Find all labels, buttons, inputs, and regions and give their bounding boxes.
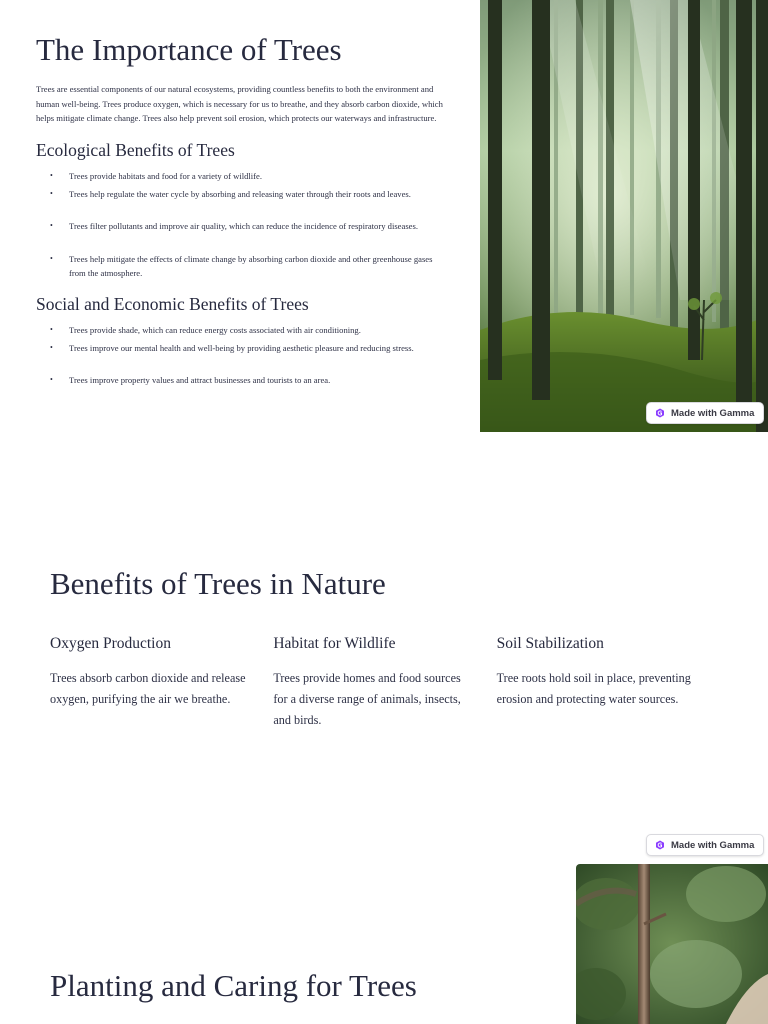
badge-label: Made with Gamma xyxy=(671,839,755,851)
list-item: • Trees improve our mental health and well-being by providing aesthetic pleasure and reducing stress. xyxy=(36,341,444,356)
list-item: • Trees provide habitats and food for a variety of wildlife. xyxy=(36,169,444,184)
gamma-logo-icon xyxy=(655,840,665,850)
slide-planting-and-caring xyxy=(0,864,768,1024)
benefit-column-habitat xyxy=(273,634,496,731)
slide1-text-block xyxy=(36,32,444,400)
slide1-intro-paragraph: Trees are essential components of our natural ecosystems, providing countless benefits to both the environment and human well-being. Trees produce oxygen, which is necessary for us to breathe, and they absorb carbon dioxide, which helps mitigate climate change. Trees also help prevent soil erosion, which protects our waterways and infrastructure. xyxy=(36,84,443,123)
slide3-title: Planting and Caring for Trees xyxy=(50,968,417,1003)
benefit-text: Trees absorb carbon dioxide and release oxygen, purifying the air we breathe. xyxy=(50,671,246,706)
list-item: • Trees provide shade, which can reduce energy costs associated with air conditioning. xyxy=(36,323,444,338)
social-economic-benefits-heading: Social and Economic Benefits of Trees xyxy=(36,293,309,314)
made-with-gamma-badge[interactable] xyxy=(646,402,764,424)
benefit-column-oxygen xyxy=(50,634,273,731)
benefit-column-soil xyxy=(497,634,720,731)
benefits-columns xyxy=(50,634,720,731)
forest-photo xyxy=(480,0,768,432)
ecological-benefits-list xyxy=(36,169,444,281)
ecological-benefits-heading: Ecological Benefits of Trees xyxy=(36,139,235,160)
badge-label: Made with Gamma xyxy=(671,407,755,419)
list-item: • Trees help regulate the water cycle by absorbing and releasing water through their roots and leaves. xyxy=(36,187,444,202)
slide2-title: Benefits of Trees in Nature xyxy=(50,566,386,601)
benefit-text: Trees provide homes and food sources for a diverse range of animals, insects, and birds. xyxy=(273,671,461,727)
social-economic-benefits-list xyxy=(36,323,444,388)
made-with-gamma-badge[interactable] xyxy=(646,834,764,856)
list-item: • Trees filter pollutants and improve air quality, which can reduce the incidence of respiratory diseases. xyxy=(36,219,444,234)
slide-benefits-of-trees-in-nature xyxy=(0,432,768,864)
benefit-heading: Soil Stabilization xyxy=(496,635,604,652)
slide-importance-of-trees xyxy=(0,0,768,432)
list-item: • Trees help mitigate the effects of climate change by absorbing carbon dioxide and other greenhouse gases from the atmosphere. xyxy=(36,252,444,281)
list-item: • Trees improve property values and attract businesses and tourists to an area. xyxy=(36,373,444,388)
benefit-heading: Habitat for Wildlife xyxy=(273,635,396,652)
slide1-title: The Importance of Trees xyxy=(36,32,342,67)
benefit-heading: Oxygen Production xyxy=(50,635,171,652)
sapling-photo xyxy=(576,864,768,1024)
gamma-logo-icon xyxy=(655,408,665,418)
benefit-text: Tree roots hold soil in place, preventing erosion and protecting water sources. xyxy=(496,671,691,706)
